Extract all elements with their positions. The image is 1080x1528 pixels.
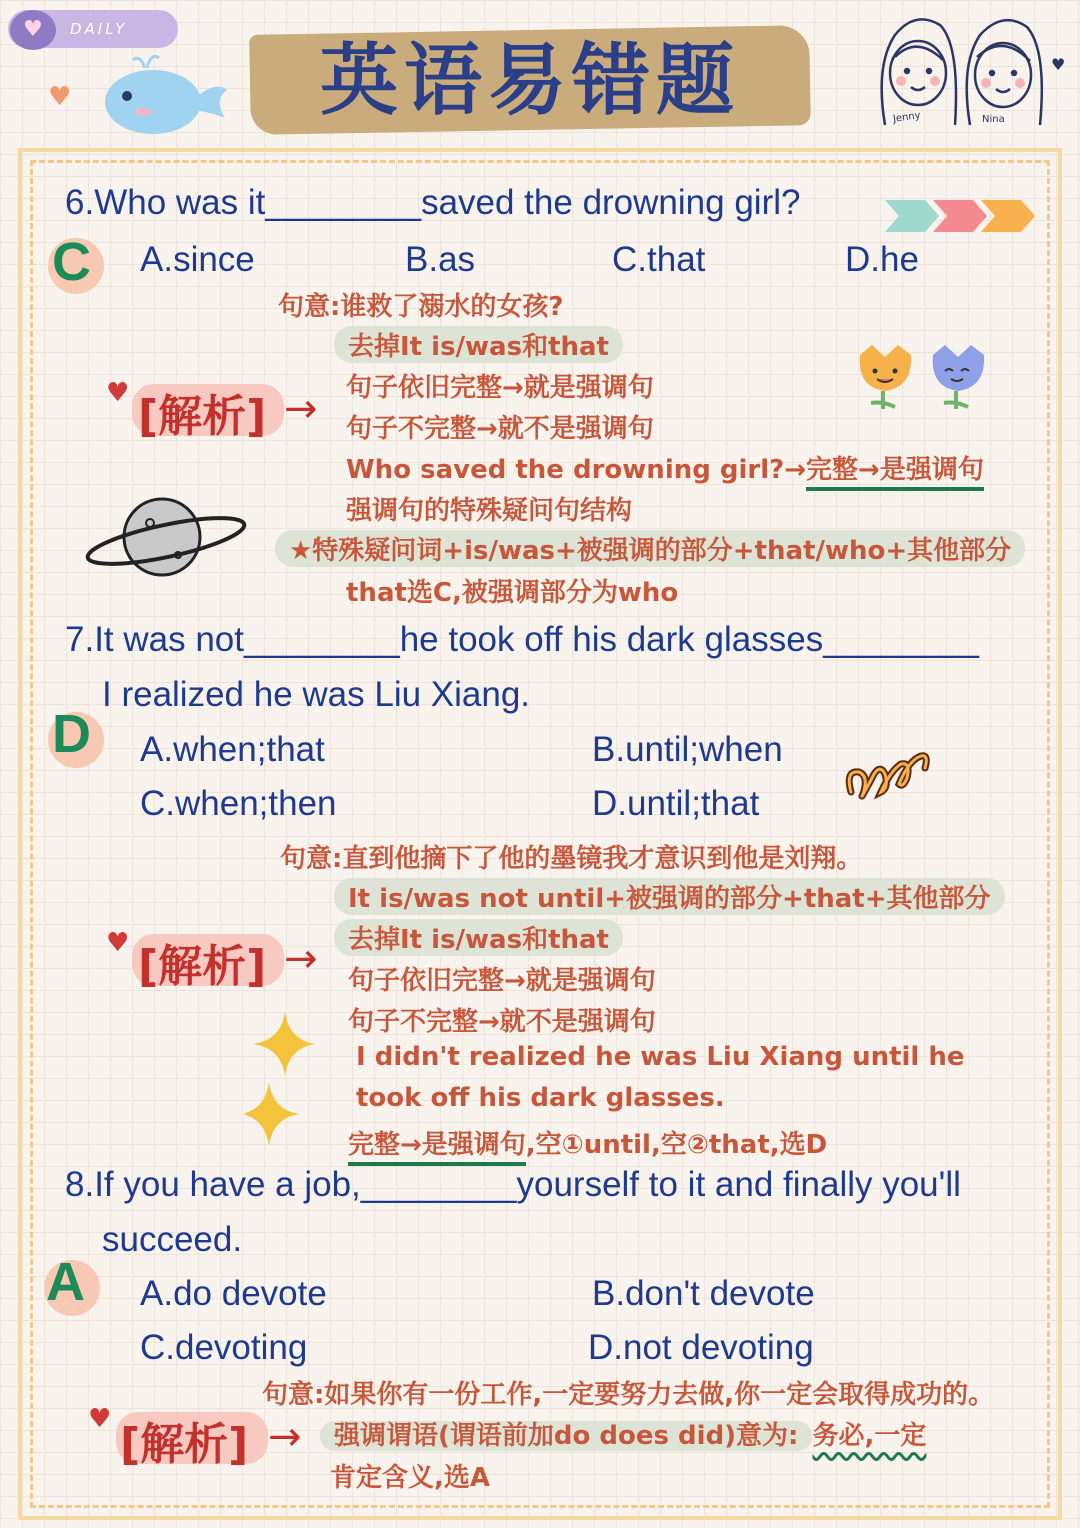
explanation-line [346, 449, 984, 486]
explanation-line: 句意:如果你有一份工作,一定要努力去做,你一定会取得成功的。 [262, 1380, 995, 1410]
analysis-tag: [解析] [138, 391, 267, 442]
explanation-line: 肯定含义,选A [330, 1463, 490, 1493]
option-d: D.not devoting [588, 1328, 814, 1367]
explanation-line [348, 1124, 827, 1161]
analysis-tag: [解析] [120, 1419, 249, 1470]
underlined-conclusion: 完整→是强调句 [806, 455, 984, 491]
heart-icon: ♥ [88, 1404, 112, 1434]
explanation-line: I didn't realized he was Liu Xiang until he [356, 1042, 965, 1072]
question-7-stem-cont: I realized he was Liu Xiang. [102, 675, 531, 714]
answer-letter: D [52, 704, 91, 764]
explanation-line: 句意:谁救了溺水的女孩? [278, 292, 564, 322]
tulips-decoration [855, 345, 995, 415]
option-d: D.until;that [592, 784, 760, 823]
wavy-underlined-meaning: 务必,一定 [812, 1421, 927, 1451]
chevrons-decoration [885, 198, 1037, 234]
answer-letter: A [46, 1252, 85, 1312]
underlined-conclusion: 完整→是强调句 [348, 1130, 526, 1166]
structure-formula: ★特殊疑问词+is/was+被强调的部分+that/who+其他部分 [275, 530, 1025, 567]
question-8-stem: 8.If you have a job,________yourself to it and finally you'll [65, 1165, 961, 1204]
explanation-line: took off his dark glasses. [356, 1083, 725, 1113]
question-6-stem: 6.Who was it________saved the drowning girl? [65, 183, 801, 222]
option-a: A.since [140, 240, 255, 279]
explanation-line: 句子依旧完整→就是强调句 [346, 373, 654, 403]
option-b: B.as [405, 240, 476, 279]
girls-illustration [855, 5, 1070, 137]
explanation-line: 句意:直到他摘下了他的墨镜我才意识到他是刘翔。 [280, 844, 863, 874]
explanation-highlight: 去掉It is/was和that [334, 919, 623, 956]
option-a: A.do devote [140, 1274, 327, 1313]
whale-icon [85, 50, 235, 140]
heart-icon: ♥ [106, 378, 130, 408]
explanation-line: 句子不完整→就不是强调句 [348, 1007, 656, 1037]
option-c: C.that [612, 240, 706, 279]
option-c: C.devoting [140, 1328, 308, 1367]
planet-icon [82, 495, 252, 585]
explanation-line: 句子不完整→就不是强调句 [346, 414, 654, 444]
heart-icon: ♥ [10, 10, 56, 50]
option-c: C.when;then [140, 784, 337, 823]
daily-badge: DAILY [8, 10, 178, 48]
arrow-right-icon: → [284, 936, 318, 982]
answer-letter: C [52, 232, 91, 292]
explanation-text: ,空①until,空②that,选D [525, 1130, 828, 1160]
page-title: 英语易错题 [319, 36, 740, 126]
explanation-highlight: 去掉It is/was和that [334, 326, 623, 363]
option-a: A.when;that [140, 730, 325, 769]
heart-icon: ♥ [48, 82, 72, 112]
spring-doodle-icon [845, 740, 930, 805]
explanation-line: that选C,被强调部分为who [346, 578, 679, 608]
option-b: B.don't devote [592, 1274, 815, 1313]
avatar-name-nina: Nina [982, 114, 1005, 125]
arrow-right-icon: → [268, 1414, 302, 1460]
avatar-name-jenny: Jenny [892, 110, 922, 125]
question-7-stem: 7.It was not________he took off his dark glasses________ [65, 620, 979, 659]
explanation-line: 强调句的特殊疑问句结构 [346, 496, 633, 526]
analysis-tag: [解析] [138, 941, 267, 992]
heart-icon: ♥ [106, 928, 130, 958]
option-b: B.until;when [592, 730, 783, 769]
sparkle-icon [245, 1010, 325, 1150]
heart-icon: ♥ [1051, 55, 1066, 74]
explanation-line: 句子依旧完整→就是强调句 [348, 966, 656, 996]
explanation-text: Who saved the drowning girl?→ [346, 455, 807, 485]
option-d: D.he [845, 240, 919, 279]
structure-formula: It is/was not until+被强调的部分+that+其他部分 [334, 878, 1005, 915]
arrow-right-icon: → [284, 386, 318, 432]
question-8-stem-cont: succeed. [102, 1220, 243, 1259]
explanation-line [320, 1415, 926, 1452]
explanation-highlight: 强调谓语(谓语前加do does did)意为: [320, 1421, 812, 1451]
